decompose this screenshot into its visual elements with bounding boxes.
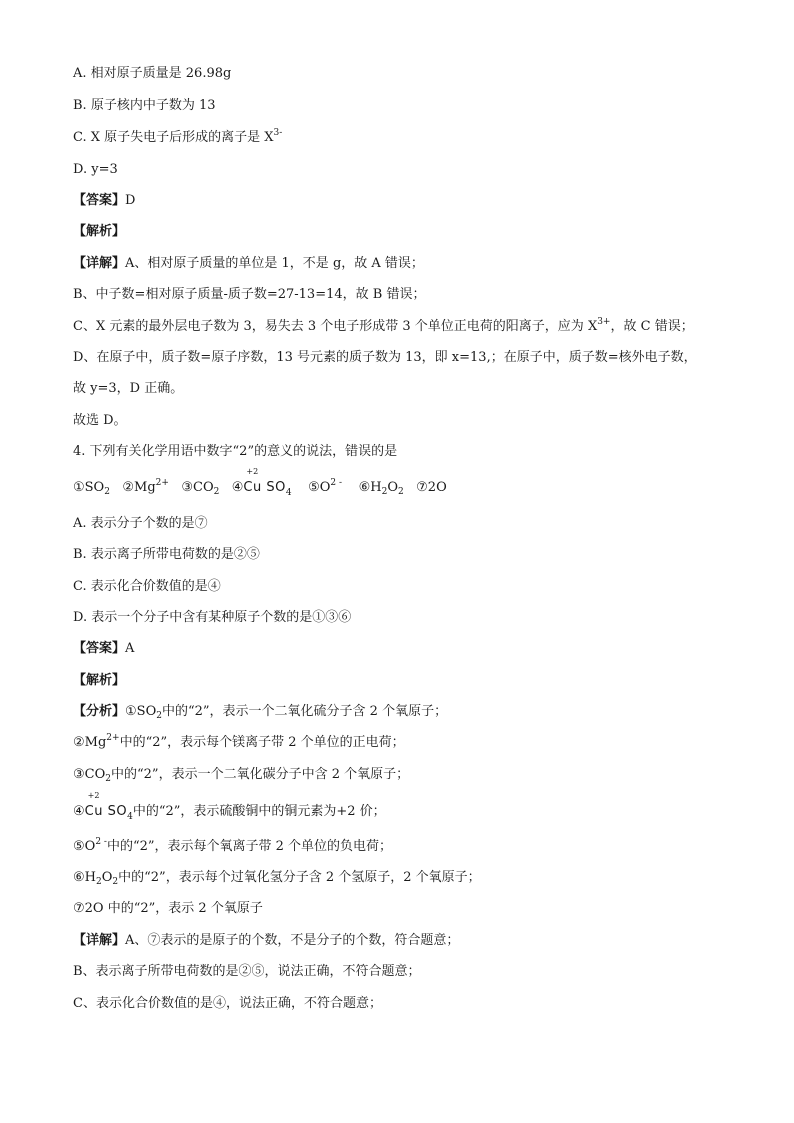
fenxi-label: 【分析】 <box>73 704 126 719</box>
q3-detail-d2: 故 y=3，D 正确。 <box>73 381 184 396</box>
q4-detail-c: C、表示化合价数值的是④，说法正确，不符合题意； <box>73 996 382 1011</box>
q3-detail-c <box>73 317 694 337</box>
q3-option-b: B. 原子核内中子数为 13 <box>73 98 216 113</box>
formula-so2: $①SO_2$ <box>73 480 110 497</box>
q3-option-a: A. 相对原子质量是 26.98g <box>73 66 232 81</box>
q4-fenxi-4: ④ +2 Cu $SO_4$中的“2”，表示硫酸铜中的铜元素为+2 价； <box>73 791 386 822</box>
answer-value: D <box>125 193 136 208</box>
ion-charge: 3+ <box>597 317 611 327</box>
q4-stem: 4. 下列有关化学用语中数字“2”的意义的说法，错误的是 <box>73 444 398 459</box>
q4-fenxi-6: $⑥H_2O_2$中的“2”，表示每个过氧化氢分子含 2 个氢原子，2 个氧原子； <box>73 870 481 887</box>
q4-option-c: C. 表示化合价数值的是④ <box>73 579 221 594</box>
valence-mark: +2 <box>87 791 100 800</box>
formula-cuso4: ④ +2 Cu $SO_4$ <box>231 467 292 498</box>
q3-analysis-label: 【解析】 <box>73 224 126 239</box>
q4-formula-list <box>73 467 447 498</box>
detail-label: 【详解】 <box>73 256 126 271</box>
q4-option-a: A. 表示分子个数的是⑦ <box>73 516 208 531</box>
answer-label: 【答案】 <box>73 641 126 656</box>
valence-mark: +2 <box>246 467 259 476</box>
detail-c-text: C、X 元素的最外层电子数为 3，易失去 3 个电子形成带 3 个单位正电荷的阳离子，应为 X <box>73 319 598 334</box>
q4-fenxi-1: 【分析】$①SO_2$中的“2”，表示一个二氧化硫分子含 2 个氧原子； <box>73 704 448 721</box>
formula-mg-ion: $②Mg^{2+}$ <box>122 478 169 495</box>
formula-o-ion: $⑤O^{2 -}$ <box>308 478 343 495</box>
q4-fenxi-7: ⑦2O 中的“2”，表示 2 个氧原子 <box>73 901 263 916</box>
q4-answer <box>73 639 134 659</box>
q3-option-c <box>73 128 282 148</box>
formula-co2: $③CO_2$ <box>181 480 220 497</box>
q3-option-c-text: C. X 原子失电子后形成的离子是 X <box>73 130 274 145</box>
formula-2o: ⑦2O <box>416 480 447 495</box>
q4-fenxi-5: $⑤O^{2 -}$中的“2”，表示每个氧离子带 2 个单位的负电荷； <box>73 837 393 854</box>
q4-option-d: D. 表示一个分子中含有某种原子个数的是①③⑥ <box>73 610 352 625</box>
formula-h2o2: $⑥H_2O_2$ <box>358 480 404 497</box>
q4-fenxi-3: $③CO_2$中的“2”，表示一个二氧化碳分子中含 2 个氧原子； <box>73 767 410 784</box>
q3-conclusion: 故选 D。 <box>73 413 127 428</box>
detail-text: A、相对原子质量的单位是 1，不是 g，故 A 错误； <box>125 256 424 271</box>
detail-c-tail: ，故 C 错误； <box>610 319 694 334</box>
q4-option-b: B. 表示离子所带电荷数的是②⑤ <box>73 547 260 562</box>
q4-fenxi-2: $②Mg^{2+}$中的“2”，表示每个镁离子带 2 个单位的正电荷； <box>73 733 405 750</box>
q3-detail-a <box>73 254 424 274</box>
q4-detail-a: 【详解】A、⑦表示的是原子的个数，不是分子的个数，符合题意； <box>73 933 460 948</box>
answer-value: A <box>125 641 135 656</box>
q3-answer <box>73 191 135 211</box>
q3-detail-b: B、中子数=相对原子质量-质子数=27-13=14，故 B 错误； <box>73 287 426 302</box>
q3-detail-d1: D、在原子中，质子数=原子序数，13 号元素的质子数为 13，即 x=13,；在原子中，质子数=核外电子数， <box>73 350 697 365</box>
ion-charge: 3- <box>273 128 283 138</box>
detail-label: 【详解】 <box>73 933 126 948</box>
q4-detail-b: B、表示离子所带电荷数的是②⑤，说法正确，不符合题意； <box>73 964 421 979</box>
q3-option-d: D. y=3 <box>73 162 118 177</box>
q4-analysis-label: 【解析】 <box>73 673 126 688</box>
answer-label: 【答案】 <box>73 193 126 208</box>
